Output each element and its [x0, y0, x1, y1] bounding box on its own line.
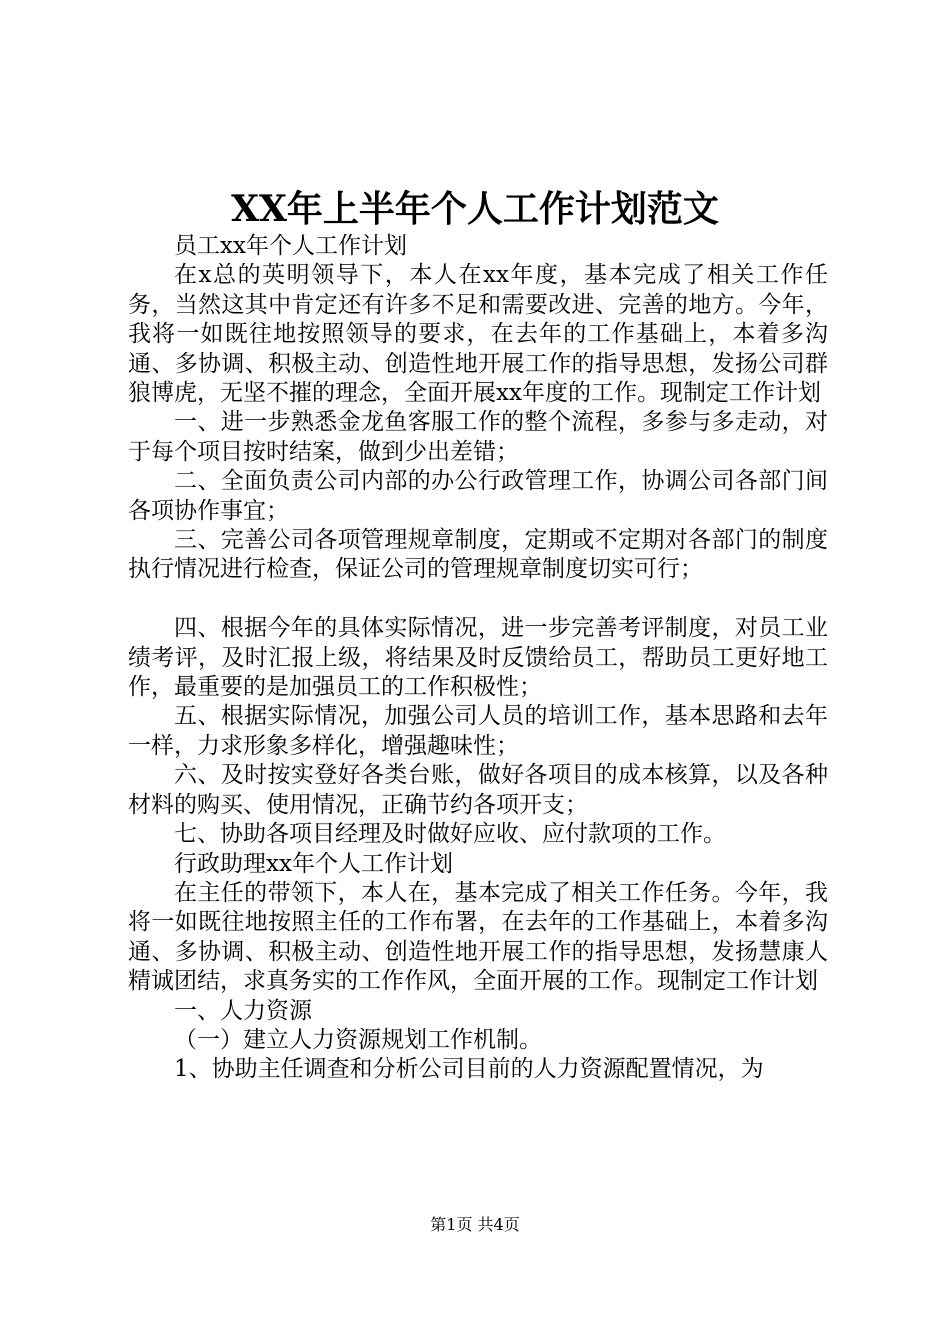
list-item: 六、及时按实登好各类台账，做好各项目的成本核算，以及各种材料的购买、使用情况，正确节约各项开支；: [128, 762, 828, 818]
section-heading: 行政助理xx年个人工作计划: [174, 850, 453, 877]
section-heading: 员工xx年个人工作计划: [174, 233, 407, 259]
list-item: 七、协助各项目经理及时做好应收、应付款项的工作。: [174, 821, 726, 848]
list-item: 五、根据实际情况，加强公司人员的培训工作，基本思路和去年一样，力求形象多样化，增强趣味性；: [128, 703, 828, 759]
page-footer: 第1页 共4页: [430, 1215, 520, 1234]
subsection-heading: （一）建立人力资源规划工作机制。: [174, 1026, 542, 1053]
list-item: 二、全面负责公司内部的办公行政管理工作，协调公司各部门间各项协作事宜；: [128, 468, 828, 524]
paragraph: 在主任的带领下，本人在，基本完成了相关工作任务。今年，我将一如既往地按照主任的工作布署，在去年的工作基础上，本着多沟通、多协调、积极主动、创造性地开展工作的指导思想，发扬慧康人精诚团结，求真务实的工作作风，全面开展的工作。现制定工作计划: [128, 879, 828, 995]
document-title: XX年上半年个人工作计划范文: [231, 188, 719, 230]
list-item: 四、根据今年的具体实际情况，进一步完善考评制度，对员工业绩考评，及时汇报上级，将结果及时反馈给员工，帮助员工更好地工作，最重要的是加强员工的工作积极性；: [128, 615, 828, 701]
document-body: [128, 232, 828, 1085]
blank-line: [128, 585, 828, 614]
list-item: 三、完善公司各项管理规章制度，定期或不定期对各部门的制度执行情况进行检查，保证公司的管理规章制度切实可行；: [128, 527, 828, 583]
subsection-heading: 一、人力资源: [174, 997, 312, 1024]
list-item: 1、协助主任调查和分析公司目前的人力资源配置情况，为: [174, 1056, 764, 1083]
paragraph: 在x总的英明领导下，本人在xx年度，基本完成了相关工作任务，当然这其中肯定还有许多不足和需要改进、完善的地方。今年，我将一如既往地按照领导的要求，在去年的工作基础上，本着多沟通、多协调、积极主动、创造性地开展工作的指导思想，发扬公司群狼博虎，无坚不摧的理念，全面开展xx年度的工作。现制定工作计划: [128, 262, 828, 407]
list-item: 一、进一步熟悉金龙鱼客服工作的整个流程，多参与多走动，对于每个项目按时结案，做到少出差错；: [128, 409, 828, 465]
